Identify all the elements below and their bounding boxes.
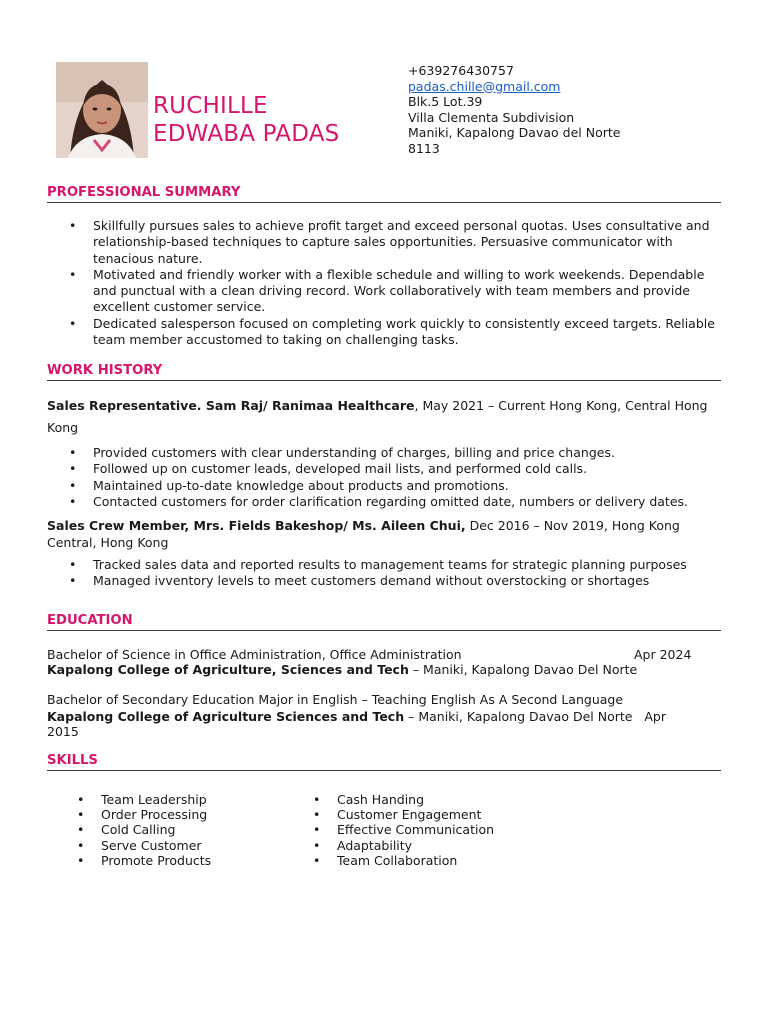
skill-item: • Cold Calling — [77, 822, 211, 837]
edu-location-2: – Maniki, Kapalong Davao Del Norte Apr — [404, 709, 667, 724]
address-line-3: Maniki, Kapalong Davao del Norte — [408, 125, 621, 140]
summary-list — [69, 218, 729, 348]
name-line-last: EDWABA PADAS — [153, 121, 340, 147]
edu-school-2: Kapalong College of Agriculture Sciences and Tech — [47, 709, 405, 724]
job-1-duties — [69, 445, 729, 510]
skill-item: • Order Processing — [77, 807, 211, 822]
job-title-1: Sales Representative. Sam Raj/ Ranimaa Healthcare — [47, 398, 415, 413]
edu-school-1: Kapalong College of Agriculture, Sciences and Tech — [47, 662, 409, 677]
skill-item: • Cash Handing — [313, 792, 494, 807]
phone-number: +639276430757 — [408, 63, 514, 78]
skill-item: • Serve Customer — [77, 838, 211, 853]
job-duty-item: • Maintained up-to-date knowledge about products and promotions. — [69, 478, 729, 494]
job-header-1 — [47, 395, 717, 439]
skill-item: • Team Leadership — [77, 792, 211, 807]
summary-item: • Dedicated salesperson focused on completing work quickly to consistently exceed targets. Reliable team member accustomed to taking on challenging tasks. — [69, 316, 729, 349]
skills-list-right — [313, 792, 494, 868]
job-header-2 — [47, 518, 717, 551]
avatar-portrait — [56, 62, 148, 158]
summary-heading: PROFESSIONAL SUMMARY — [47, 185, 721, 203]
contact-block — [408, 63, 620, 156]
job-duty-item: • Managed ivventory levels to meet customers demand without overstocking or shortages — [69, 573, 729, 589]
job-2-duties — [69, 557, 729, 590]
job-duty-item: • Contacted customers for order clarification regarding omitted date, numbers or delivery dates. — [69, 494, 729, 510]
skills-list-left — [77, 792, 211, 868]
job-duty-item: • Provided customers with clear understanding of charges, billing and price changes. — [69, 445, 729, 461]
summary-item: • Motivated and friendly worker with a flexible schedule and willing to work weekends. Dependable and punctual with a clean driving record. Work collaboratively with team members and provide excellent customer service. — [69, 267, 729, 316]
edu-location-1: – Maniki, Kapalong Davao Del Norte — [408, 662, 638, 677]
job-details-1: , May 2021 – Current Hong Kong, Central Hong Kong — [47, 398, 708, 435]
summary-item: • Skillfully pursues sales to achieve profit target and exceed personal quotas. Uses consultative and relationship-based techniques to capture sales opportunities. Persuasive communicator with tenacious nature. — [69, 218, 729, 267]
edu-date-2: 2015 — [47, 724, 79, 739]
address-line-4: 8113 — [408, 140, 440, 156]
address-line-2: Villa Clementa Subdivision — [408, 109, 575, 125]
edu-school-1-line — [47, 662, 637, 678]
skills-heading: SKILLS — [47, 753, 721, 771]
address-line-1: Blk.5 Lot.39 — [408, 94, 483, 109]
job-title-2: Sales Crew Member, Mrs. Fields Bakeshop/ Ms. Aileen Chui, — [47, 518, 466, 533]
edu-school-2-line — [47, 709, 666, 725]
edu-date-1: Apr 2024 — [634, 647, 692, 662]
skill-item: • Promote Products — [77, 853, 211, 868]
edu-degree-1: Bachelor of Science in Office Administration, Office Administration — [47, 647, 462, 662]
job-duty-item: • Followed up on customer leads, developed mail lists, and performed cold calls. — [69, 461, 729, 477]
profile-photo — [56, 62, 148, 158]
education-heading: EDUCATION — [47, 613, 721, 631]
name-line-first: RUCHILLE — [153, 93, 268, 119]
skill-item: • Team Collaboration — [313, 853, 494, 868]
edu-degree-2: Bachelor of Secondary Education Major in English – Teaching English As A Second Language — [47, 692, 624, 707]
skill-item: • Effective Communication — [313, 822, 494, 837]
work-heading: WORK HISTORY — [47, 363, 721, 381]
job-duty-item: • Tracked sales data and reported results to management teams for strategic planning purposes — [69, 557, 729, 573]
full-name — [153, 92, 339, 148]
job-details-2: Dec 2016 – Nov 2019, Hong Kong Central, Hong Kong — [47, 518, 680, 550]
skill-item: • Customer Engagement — [313, 807, 494, 822]
skill-item: • Adaptability — [313, 838, 494, 853]
email-link[interactable]: padas.chille@gmail.com — [408, 78, 561, 94]
